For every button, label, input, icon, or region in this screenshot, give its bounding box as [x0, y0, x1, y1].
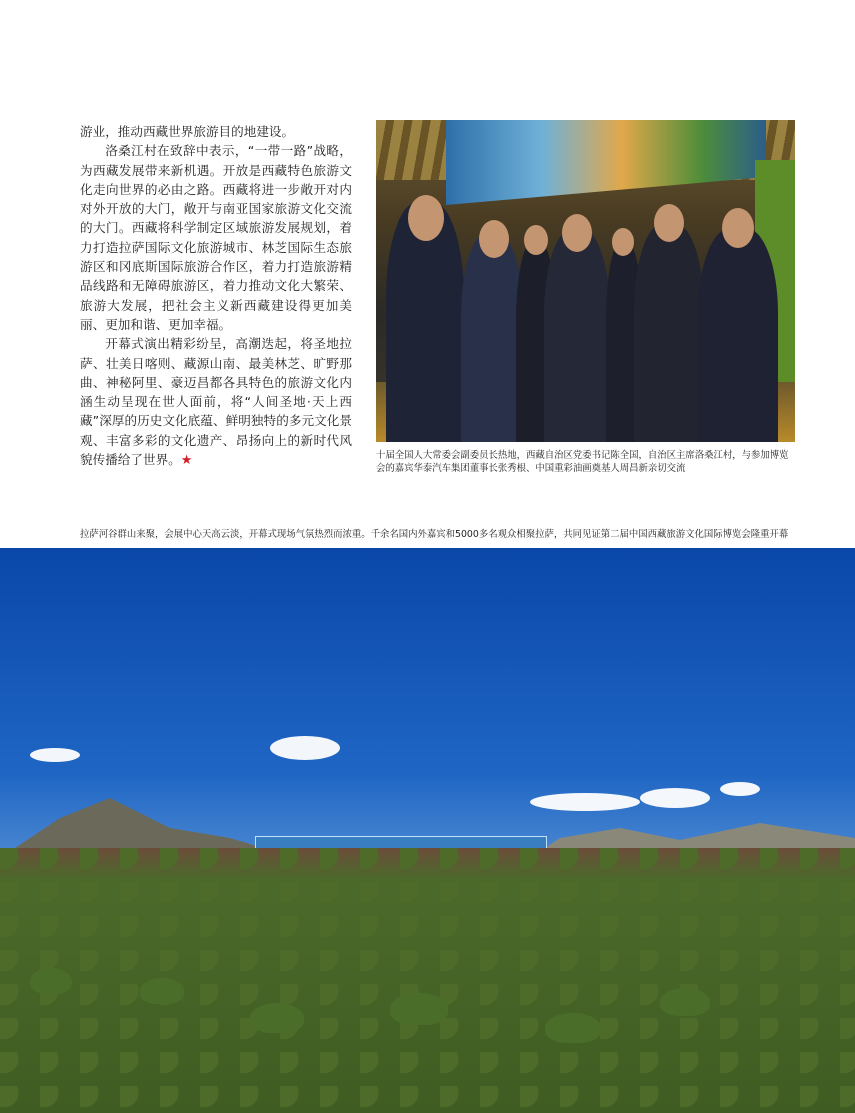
photo-person: [544, 230, 610, 442]
paragraph-1: 游业，推动西藏世界旅游目的地建设。: [80, 124, 295, 139]
photo-head: [562, 214, 592, 252]
photo-soldier-cap: [140, 978, 184, 1004]
photo-head: [479, 220, 509, 258]
photo-head: [524, 225, 548, 255]
photo-person: [634, 224, 704, 442]
photo-cloud: [30, 748, 80, 762]
photo-soldier-cap: [30, 968, 72, 994]
end-star-icon: ★: [180, 453, 193, 469]
opening-ceremony-photo: [0, 548, 855, 1113]
photo-person: [698, 228, 778, 442]
paragraph-3-text: 开幕式演出精彩纷呈，高潮迭起，将圣地拉萨、壮美日喀则、藏源山南、最美林芝、旷野那曲、神秘阿里、豪迈昌都各具特色的旅游文化内涵生动呈现在世人面前，将“人间圣地·天上西藏”深厚的历史文化底蕴、鲜明独特的多元文化景观、丰富多彩的文化遗产、昂扬向上的新时代风貌传播给了世界。: [80, 336, 352, 468]
photo-soldier-cap: [250, 1003, 304, 1033]
photo-cloud: [270, 736, 340, 760]
photo-head: [408, 195, 444, 241]
paragraph-3: [80, 334, 352, 470]
paragraph-2: 洛桑江村在致辞中表示，“一带一路”战略，为西藏发展带来新机遇。开放是西藏特色旅游文化走向世界的必由之路。西藏将进一步敞开对内对外开放的大门，敞开与南亚国家旅游文化交流的大门。西藏将科学制定区域旅游发展规划，着力打造拉萨国际文化旅游城市、林芝国际生态旅游区和冈底斯国际旅游合作区，着力打造旅游精品线路和无障碍旅游区，着力推动文化大繁荣、旅游大发展，把社会主义新西藏建设得更加美丽、更加和谐、更加幸福。: [80, 143, 352, 332]
photo-soldier-cap: [660, 988, 710, 1016]
photo-soldier-cap: [545, 1013, 601, 1043]
photo-soldier-cap: [390, 993, 448, 1025]
photo-crowd: [0, 848, 855, 1113]
officials-exchange-photo: [376, 120, 795, 442]
bottom-photo-caption: 拉萨河谷群山来聚，会展中心天高云淡，开幕式现场气氛热烈而浓重。千余名国内外嘉宾和5000多名观众相聚拉萨，共同见证第二届中国西藏旅游文化国际博览会隆重开幕: [80, 529, 789, 540]
photo-head: [654, 204, 684, 242]
article-text: [80, 122, 352, 470]
photo-person: [461, 234, 523, 442]
photo-banner-mural: [446, 120, 766, 205]
photo-head: [612, 228, 634, 256]
top-photo-caption: 十届全国人大常委会副委员长热地，西藏自治区党委书记陈全国，自治区主席洛桑江村，与参加博览会的嘉宾华泰汽车集团董事长张秀根、中国重彩油画奠基人周昌新亲切交流: [376, 450, 789, 474]
photo-head: [722, 208, 754, 248]
